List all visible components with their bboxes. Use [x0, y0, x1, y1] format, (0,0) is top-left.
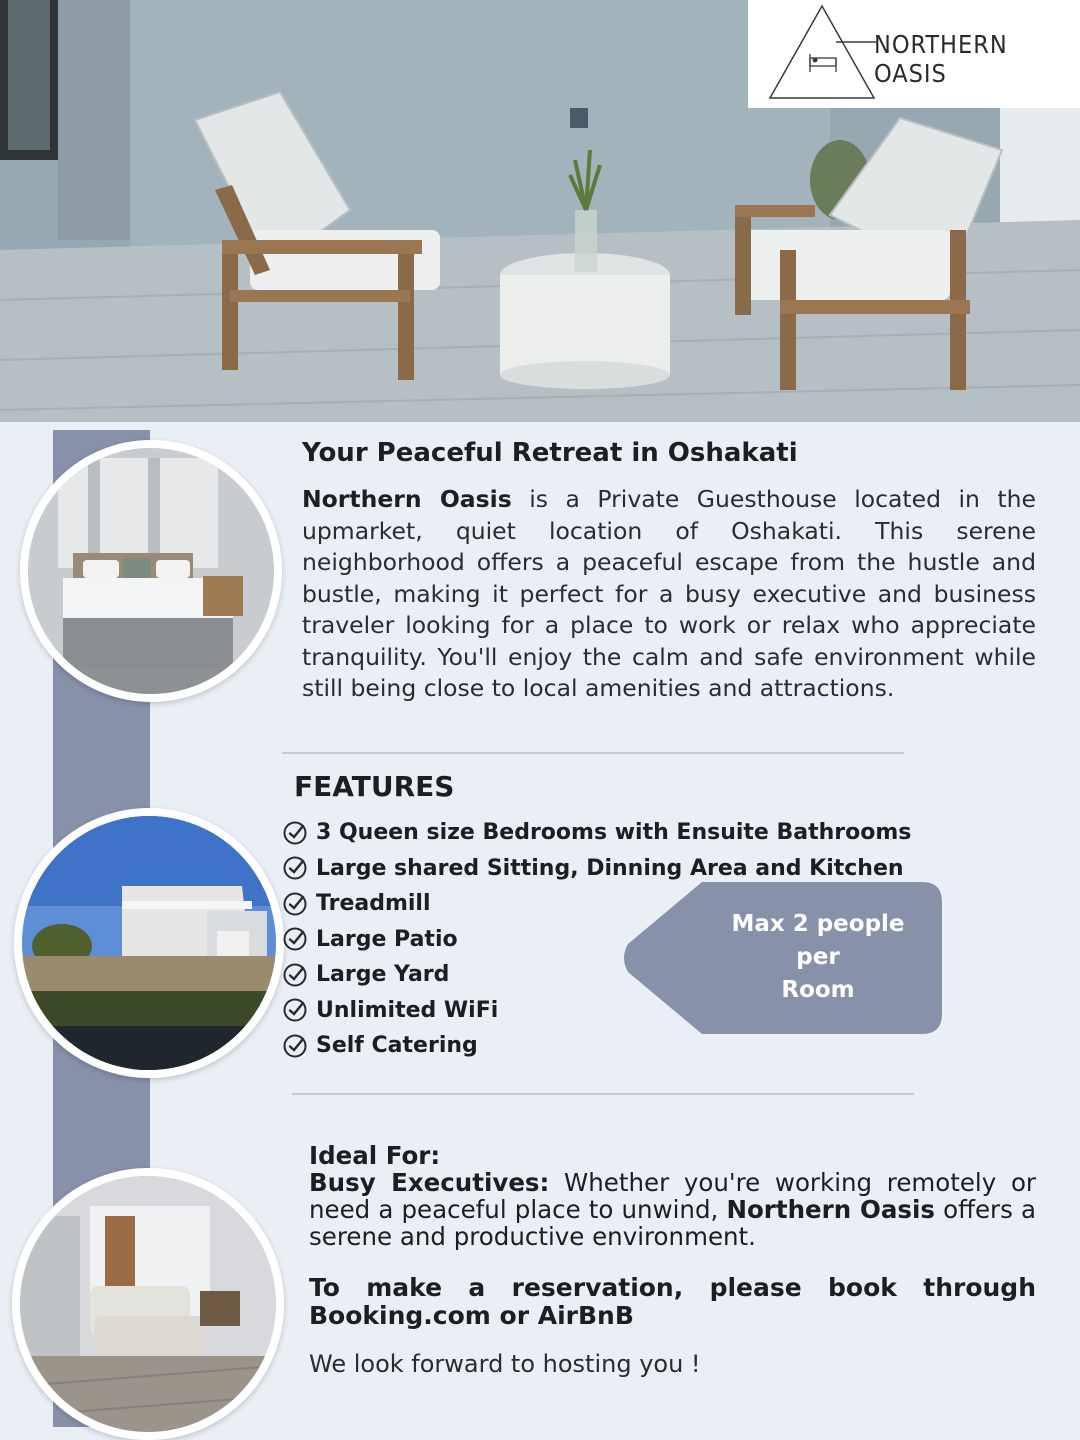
badge-line: per: [796, 944, 840, 970]
reservation-note: To make a reservation, please book through Booking.com or AirBnB: [309, 1273, 1036, 1330]
ideal-for-text: offers a serene and productive environment.: [309, 1195, 1037, 1251]
feature-label: 3 Queen size Bedrooms with Ensuite Bathrooms: [316, 820, 912, 846]
feature-label: Treadmill: [316, 891, 431, 917]
check-circle-icon: [282, 855, 308, 881]
ideal-for-heading: Ideal For:: [309, 1141, 441, 1170]
exterior-photo: [14, 808, 284, 1078]
triangle-bed-logo-icon: [766, 2, 876, 102]
ideal-for-section: [309, 1142, 1036, 1250]
living-room-photo: [12, 1168, 284, 1440]
max-occupancy-text: [690, 908, 946, 1007]
feature-item: [282, 815, 911, 851]
feature-label: Self Catering: [316, 1033, 478, 1059]
intro-brand-name: Northern Oasis: [302, 485, 512, 513]
divider: [292, 1093, 914, 1095]
intro-paragraph: [302, 484, 1036, 705]
intro-text: is a Private Guesthouse located in the upmarket, quiet location of Oshakati. This serene neighborhood offers a peaceful escape from the hustle and bustle, making it perfect for a busy executive and business traveler looking for a place to work or relax who appreciate tranquility. You'll enjoy the calm and safe environment while still being close to local amenities and attractions.: [302, 485, 1036, 702]
feature-label: Unlimited WiFi: [316, 997, 499, 1023]
badge-line: Max 2 people: [731, 911, 905, 937]
brand-name: NORTHERN OASIS: [874, 30, 1008, 88]
check-circle-icon: [282, 997, 308, 1023]
features-heading: FEATURES: [294, 770, 455, 803]
check-circle-icon: [282, 926, 308, 952]
brand-logo: [748, 0, 1080, 108]
divider: [282, 752, 904, 754]
bedroom-photo: [20, 440, 282, 702]
page-title: Your Peaceful Retreat in Oshakati: [302, 438, 798, 468]
check-circle-icon: [282, 962, 308, 988]
closing-line: We look forward to hosting you !: [309, 1350, 701, 1378]
check-circle-icon: [282, 891, 308, 917]
ideal-for-brand-name: Northern Oasis: [726, 1195, 935, 1224]
ideal-for-paragraph: [309, 1169, 1036, 1250]
check-circle-icon: [282, 820, 308, 846]
hero-patio-photo: [0, 0, 1080, 422]
feature-label: Large Patio: [316, 926, 458, 952]
ideal-for-lead: Busy Executives:: [309, 1168, 550, 1197]
ideal-for-text: Whether you're working remotely or need a peaceful place to unwind,: [309, 1168, 1037, 1224]
feature-label: Large Yard: [316, 962, 450, 988]
badge-line: Room: [781, 977, 855, 1003]
feature-label: Large shared Sitting, Dinning Area and Kitchen: [316, 855, 904, 881]
check-circle-icon: [282, 1033, 308, 1059]
